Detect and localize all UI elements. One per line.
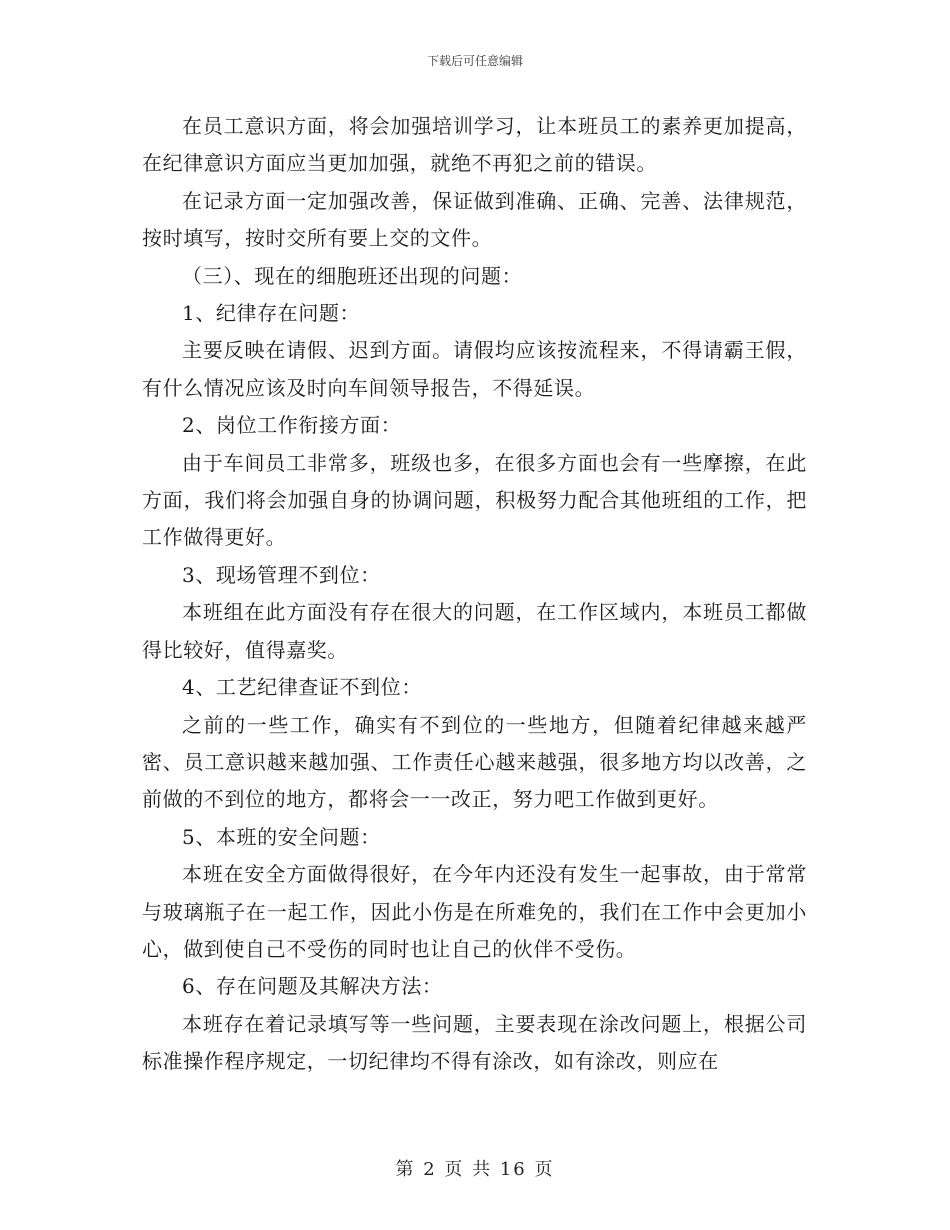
- header-note: 下载后可任意编辑: [426, 54, 523, 68]
- item-heading-safety: 5、本班的安全问题：: [182, 824, 381, 849]
- section-heading-problems: （三）、现在的细胞班还出现的问题：: [182, 263, 523, 288]
- item-heading-site-management: 3、现场管理不到位：: [182, 562, 381, 587]
- item-heading-process-discipline: 4、工艺纪律查证不到位：: [182, 675, 422, 700]
- paragraph-safety: 本班在安全方面做得很好，在今年内还没有发生一起事故，由于常常与玻璃瓶子在一起工作，因此小伤是在所难免的，我们在工作中会更加小心，做到使自己不受伤的同时也让自己的伙伴不受伤。: [142, 862, 807, 961]
- document-body: [142, 108, 807, 1081]
- page-number-footer: 第 2 页 共 16 页: [395, 1159, 555, 1180]
- item-heading-handover: 2、岗位工作衔接方面：: [182, 413, 402, 438]
- paragraph-process-discipline: 之前的一些工作，确实有不到位的一些地方，但随着纪律越来越严密、员工意识越来越加强、工作责任心越来越强，很多地方均以改善，之前做的不到位的地方，都将会一一改正，努力吧工作做到更好。: [142, 712, 807, 812]
- paragraph-staff-awareness: 在员工意识方面，将会加强培训学习，让本班员工的素养更加提高，在纪律意识方面应当更加加强，就绝不再犯之前的错误。: [142, 114, 807, 176]
- paragraph-handover: 由于车间员工非常多，班级也多，在很多方面也会有一些摩擦，在此方面，我们将会加强自身的协调问题，积极努力配合其他班组的工作，把工作做得更好。: [142, 450, 807, 550]
- item-heading-discipline: 1、纪律存在问题：: [182, 301, 361, 326]
- paragraph-records: 在记录方面一定加强改善，保证做到准确、正确、完善、法律规范，按时填写，按时交所有要上交的文件。: [142, 188, 807, 251]
- item-heading-solutions: 6、存在问题及其解决方法：: [182, 974, 443, 999]
- paragraph-site-management: 本班组在此方面没有存在很大的问题，在工作区域内，本班员工都做得比较好，值得嘉奖。: [142, 600, 807, 662]
- paragraph-discipline: 主要反映在请假、迟到方面。请假均应该按流程来，不得请霸王假，有什么情况应该及时向车间领导报告，不得延误。: [142, 338, 807, 400]
- paragraph-solutions: 本班存在着记录填写等一些问题，主要表现在涂改问题上，根据公司标准操作程序规定，一切纪律均不得有涂改，如有涂改，则应在: [142, 1011, 807, 1074]
